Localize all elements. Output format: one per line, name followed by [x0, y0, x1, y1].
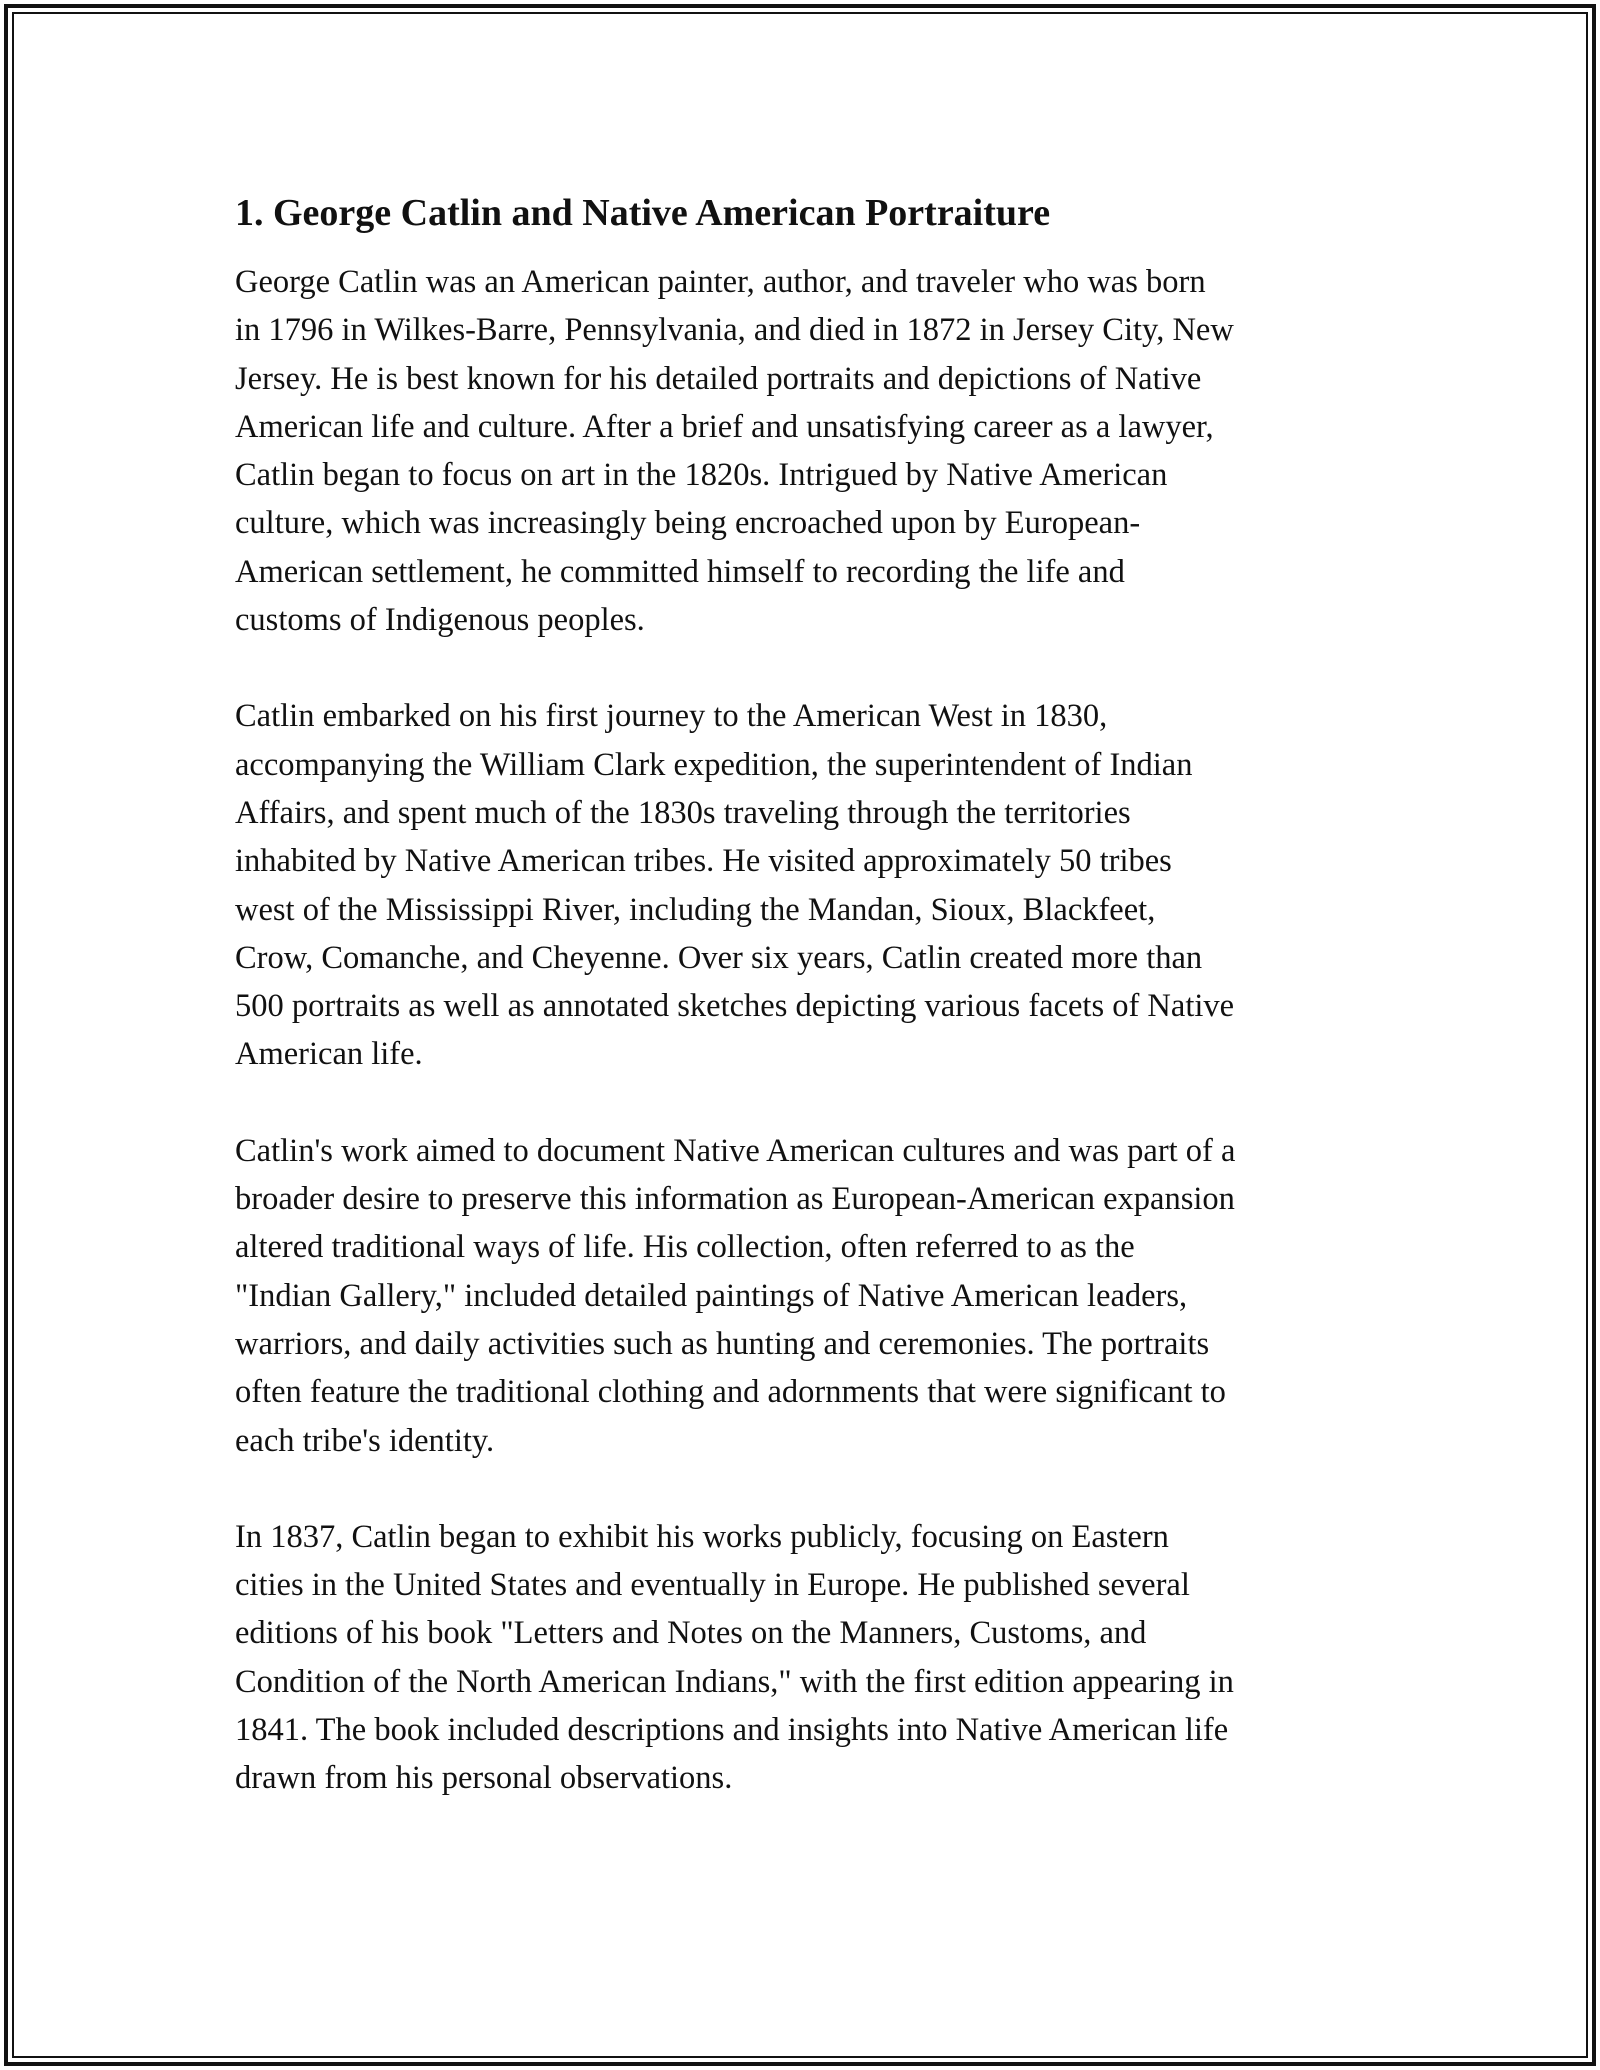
text-line: cities in the United States and eventually in Europe. He published several [235, 1567, 1190, 1604]
text-line: accompanying the William Clark expedition, the superintendent of Indian [235, 746, 1193, 783]
paragraph-2 [235, 692, 1370, 1078]
text-line: Catlin's work aimed to document Native American cultures and was part of a [235, 1132, 1236, 1169]
text-line: Jersey. He is best known for his detailed portraits and depictions of Native [235, 360, 1202, 397]
text-line: often feature the traditional clothing and adornments that were significant to [235, 1374, 1226, 1411]
text-line: Condition of the North American Indians," with the first edition appearing in [235, 1663, 1234, 1700]
text-line: "Indian Gallery," included detailed paintings of Native American leaders, [235, 1277, 1188, 1314]
text-line: altered traditional ways of life. His collection, often referred to as the [235, 1229, 1135, 1266]
text-line: warriors, and daily activities such as hunting and ceremonies. The portraits [235, 1325, 1210, 1362]
text-line: American life. [235, 1036, 423, 1073]
text-line: west of the Mississippi River, including the Mandan, Sioux, Blackfeet, [235, 891, 1156, 928]
text-line: American life and culture. After a brief and unsatisfying career as a lawyer, [235, 408, 1214, 445]
text-line: customs of Indigenous peoples. [235, 602, 645, 639]
text-line: in 1796 in Wilkes-Barre, Pennsylvania, and died in 1872 in Jersey City, New [235, 312, 1234, 349]
text-line: Catlin began to focus on art in the 1820s. Intrigued by Native American [235, 457, 1168, 494]
paragraph-4 [235, 1513, 1370, 1803]
text-line: Catlin embarked on his first journey to the American West in 1830, [235, 698, 1108, 735]
text-line: Affairs, and spent much of the 1830s traveling through the territories [235, 794, 1131, 831]
text-line: editions of his book "Letters and Notes on the Manners, Customs, and [235, 1615, 1147, 1652]
text-line: each tribe's identity. [235, 1422, 495, 1459]
section-heading: 1. George Catlin and Native American Portraiture [235, 192, 1051, 234]
text-line: 1841. The book included descriptions and insights into Native American life [235, 1712, 1229, 1749]
document-body [235, 190, 1370, 1851]
text-line: broader desire to preserve this information as European-American expansion [235, 1181, 1235, 1218]
paragraph-1 [235, 258, 1370, 644]
text-line: In 1837, Catlin began to exhibit his works publicly, focusing on Eastern [235, 1518, 1169, 1555]
text-line: American settlement, he committed himself to recording the life and [235, 553, 1125, 590]
text-line: culture, which was increasingly being encroached upon by European- [235, 505, 1141, 542]
text-line: George Catlin was an American painter, author, and traveler who was born [235, 264, 1206, 300]
text-line: inhabited by Native American tribes. He visited approximately 50 tribes [235, 843, 1172, 880]
text-line: 500 portraits as well as annotated sketches depicting various facets of Native [235, 988, 1235, 1025]
text-line: Crow, Comanche, and Cheyenne. Over six years, Catlin created more than [235, 939, 1203, 976]
paragraph-3 [235, 1127, 1370, 1465]
text-line: drawn from his personal observations. [235, 1760, 733, 1797]
